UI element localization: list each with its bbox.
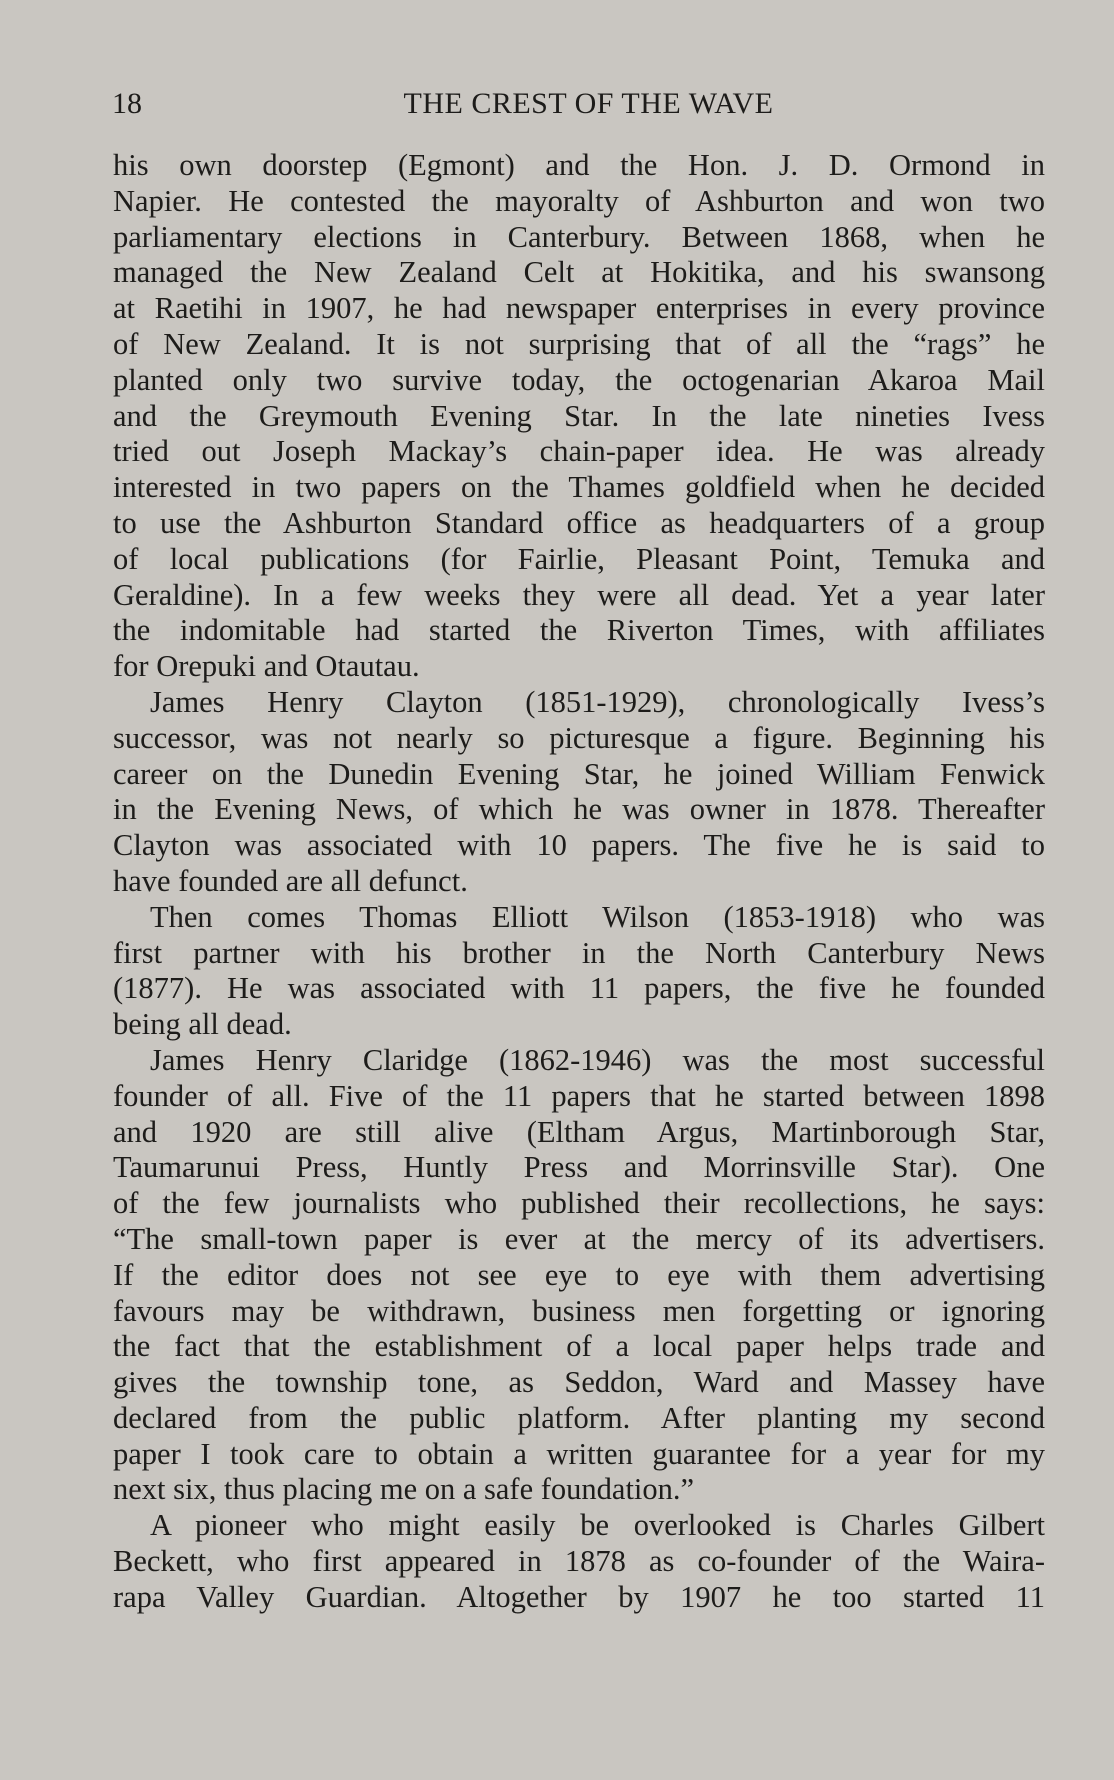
text-line: in the Evening News, of which he was owner in 1878. Thereafter — [113, 792, 1045, 827]
text-line: of local publications (for Fairlie, Pleasant Point, Temuka and — [113, 541, 1045, 576]
text-line: interested in two papers on the Thames goldfield when he decided — [113, 470, 1045, 505]
text-line: founder of all. Five of the 11 papers that he started between 1898 — [113, 1078, 1045, 1113]
text-line: have founded are all defunct. — [113, 863, 468, 898]
text-line: managed the New Zealand Celt at Hokitika, and his swansong — [113, 255, 1045, 290]
running-title: THE CREST OF THE WAVE — [403, 87, 774, 120]
paragraph — [113, 685, 1045, 900]
text-line: his own doorstep (Egmont) and the Hon. J. D. Ormond in — [113, 148, 1045, 182]
text-line: at Raetihi in 1907, he had newspaper enterprises in every province — [113, 291, 1045, 326]
text-line: being all dead. — [113, 1007, 292, 1042]
text-line: to use the Ashburton Standard office as headquarters of a group — [113, 505, 1045, 540]
text-line: the indomitable had started the Riverton Times, with affiliates — [113, 613, 1045, 648]
text-line: of the few journalists who published their recollections, he says: — [113, 1186, 1045, 1221]
text-line: planted only two survive today, the octogenarian Akaroa Mail — [113, 362, 1045, 397]
text-line: (1877). He was associated with 11 papers, the five he founded — [113, 971, 1045, 1006]
text-line: declared from the public platform. After planting my second — [113, 1400, 1045, 1435]
text-line: and the Greymouth Evening Star. In the late nineties Ivess — [113, 398, 1045, 433]
text-line: James Henry Claridge (1862-1946) was the most successful — [150, 1042, 1045, 1077]
text-line: paper I took care to obtain a written guarantee for a year for my — [113, 1436, 1045, 1471]
page-number: 18 — [112, 87, 142, 120]
text-line: Beckett, who first appeared in 1878 as co-founder of the Waira- — [113, 1544, 1045, 1579]
text-line: James Henry Clayton (1851-1929), chronologically Ivess’s — [150, 684, 1045, 719]
text-line: favours may be withdrawn, business men forgetting or ignoring — [113, 1293, 1045, 1328]
body-text — [113, 148, 1045, 1616]
text-line: Clayton was associated with 10 papers. The five he is said to — [113, 828, 1045, 863]
text-line: A pioneer who might easily be overlooked is Charles Gilbert — [150, 1508, 1045, 1543]
text-line: career on the Dunedin Evening Star, he joined William Fenwick — [113, 756, 1045, 791]
text-line: “The small-town paper is ever at the mercy of its advertisers. — [113, 1221, 1045, 1256]
text-line: tried out Joseph Mackay’s chain-paper idea. He was already — [113, 434, 1045, 469]
text-line: and 1920 are still alive (Eltham Argus, Martinborough Star, — [113, 1114, 1045, 1149]
text-line: for Orepuki and Otautau. — [113, 649, 420, 684]
text-line: next six, thus placing me on a safe foundation.” — [113, 1472, 695, 1507]
paragraph — [113, 148, 1045, 685]
text-line: the fact that the establishment of a local paper helps trade and — [113, 1329, 1045, 1364]
text-line: Taumarunui Press, Huntly Press and Morrinsville Star). One — [113, 1150, 1045, 1185]
text-line: gives the township tone, as Seddon, Ward and Massey have — [113, 1365, 1045, 1400]
text-line: successor, was not nearly so picturesque a figure. Beginning his — [113, 720, 1045, 755]
text-line: Then comes Thomas Elliott Wilson (1853-1918) who was — [150, 899, 1045, 934]
text-line: If the editor does not see eye to eye with them advertising — [113, 1257, 1045, 1292]
text-line: rapa Valley Guardian. Altogether by 1907 he too started 11 — [113, 1579, 1045, 1614]
text-line: Napier. He contested the mayoralty of Ashburton and won two — [113, 183, 1045, 218]
paragraph — [113, 1043, 1045, 1508]
text-line: first partner with his brother in the North Canterbury News — [113, 935, 1045, 970]
paragraph — [113, 900, 1045, 1043]
text-line: Geraldine). In a few weeks they were all dead. Yet a year later — [113, 577, 1045, 612]
text-line: parliamentary elections in Canterbury. Between 1868, when he — [113, 219, 1045, 254]
text-line: of New Zealand. It is not surprising that of all the “rags” he — [113, 326, 1045, 361]
paragraph — [113, 1508, 1045, 1615]
running-head — [112, 84, 1045, 124]
